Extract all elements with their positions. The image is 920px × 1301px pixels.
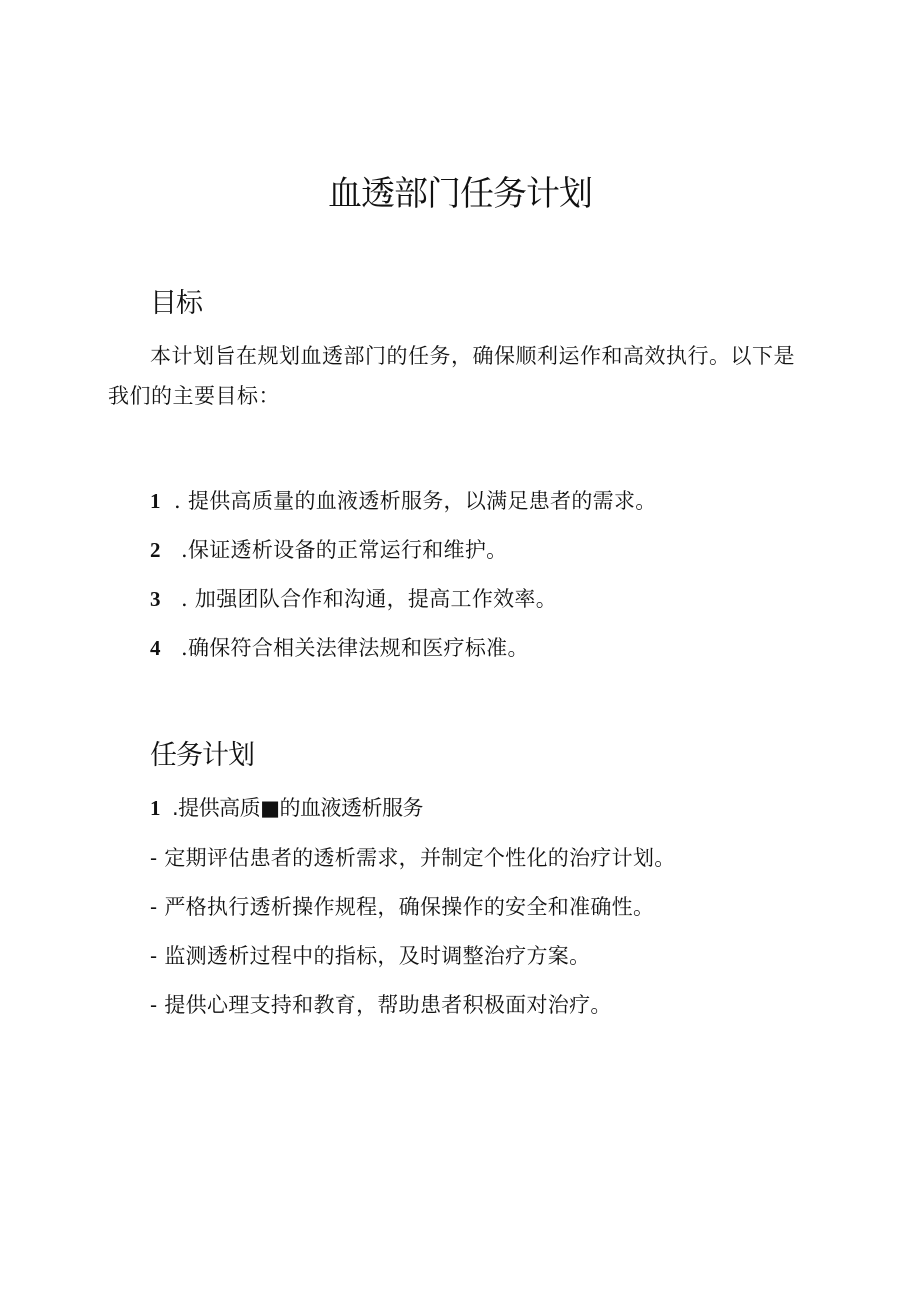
- goals-intro-paragraph: 本计划旨在规划血透部门的任务，确保顺利运作和高效执行。以下是我们的主要目标：: [108, 344, 795, 408]
- goal-item-text: . 提供高质量的血液透析服务，以满足患者的需求。: [174, 489, 657, 513]
- task-bullet-2: - 严格执行透析操作规程，确保操作的安全和准确性。: [150, 895, 655, 919]
- goal-item-3: [150, 584, 557, 614]
- goal-item-number: 3: [150, 587, 161, 611]
- task-bullet-1: - 定期评估患者的透析需求，并制定个性化的治疗计划。: [150, 846, 676, 870]
- section-heading-task-plan: 任务计划: [150, 740, 254, 771]
- goal-item-text: . 加强团队合作和沟通，提高工作效率。: [174, 587, 558, 611]
- task-subheading-1: [150, 793, 423, 823]
- goal-item-2: [150, 535, 507, 565]
- goal-item-number: 4: [150, 636, 161, 660]
- task-bullet-3: - 监测透析过程中的指标，及时调整治疗方案。: [150, 944, 591, 968]
- goal-item-1: [150, 486, 657, 516]
- task-bullet-4: - 提供心理支持和教育，帮助患者积极面对治疗。: [150, 993, 612, 1017]
- goal-item-number: 2: [150, 538, 161, 562]
- document-title: 血透部门任务计划: [328, 174, 592, 214]
- task-subheading-number: 1: [150, 796, 160, 820]
- section-heading-goals: 目标: [150, 288, 202, 319]
- goal-item-text: .确保符合相关法律法规和医疗标准。: [174, 636, 529, 660]
- task-subheading-text: .提供高质■的血液透析服务: [172, 796, 424, 820]
- goal-item-text: .保证透析设备的正常运行和维护。: [174, 538, 508, 562]
- goal-item-4: [150, 633, 529, 663]
- goal-item-number: 1: [150, 489, 161, 513]
